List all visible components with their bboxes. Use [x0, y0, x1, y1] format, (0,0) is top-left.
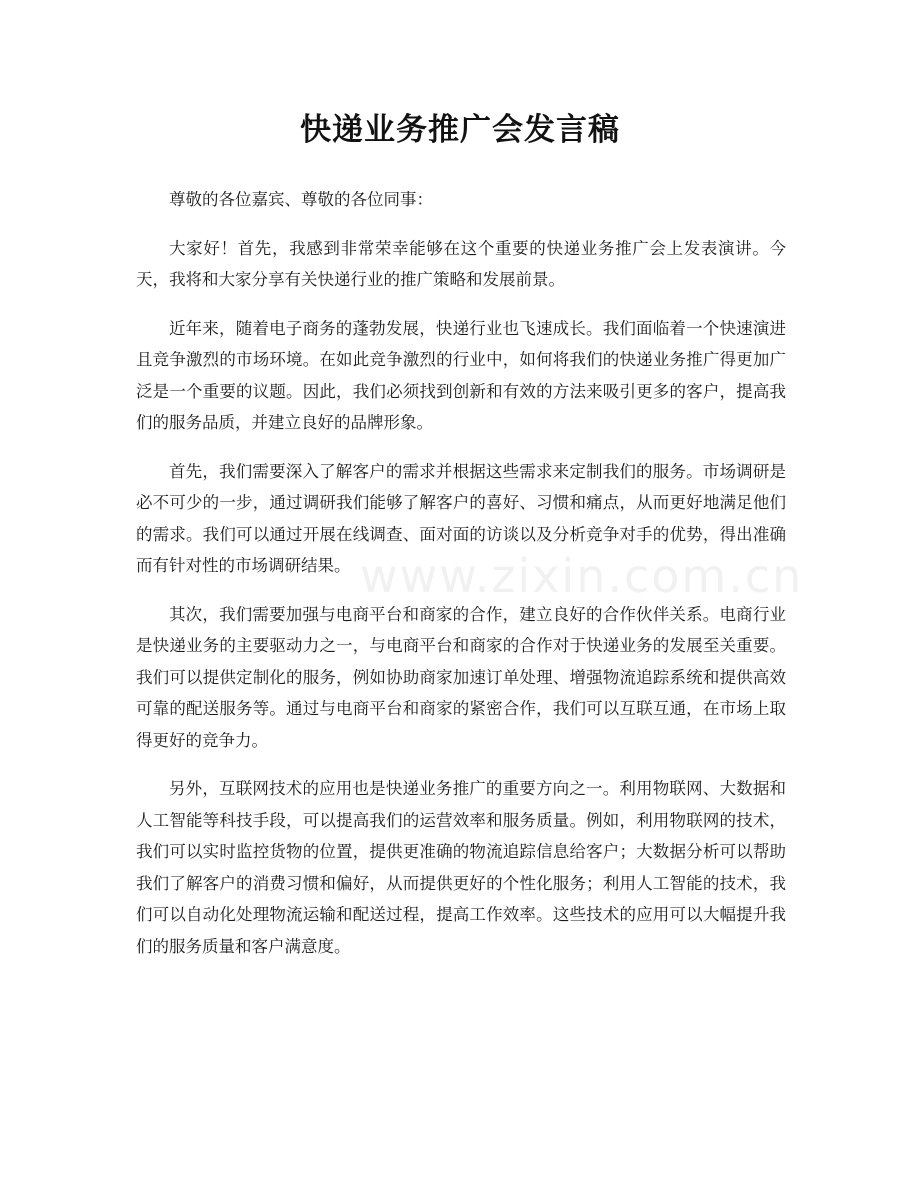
- watermark: www.zixin.com.cn: [360, 549, 804, 603]
- body-paragraph: 另外，互联网技术的应用也是快递业务推广的重要方向之一。利用物联网、大数据和人工智能等科技手段，可以提高我们的运营效率和服务质量。例如，利用物联网的技术，我们可以实时监控货物的位置，提供更准确的物流追踪信息给客户；大数据分析可以帮助我们了解客户的消费习惯和偏好，从而提供更好的个性化服务；利用人工智能的技术，我们可以自动化处理物流运输和配送过程，提高工作效率。这些技术的应用可以大幅提升我们的服务质量和客户满意度。: [136, 779, 786, 956]
- document-body: [136, 184, 786, 979]
- body-paragraph: 首先，我们需要深入了解客户的需求并根据这些需求来定制我们的服务。市场调研是必不可少的一步，通过调研我们能够了解客户的喜好、习惯和痛点，从而更好地满足他们的需求。我们可以通过开展在线调查、面对面的访谈以及分析竞争对手的优势，得出准确而有针对性的市场调研结果。: [136, 461, 786, 575]
- salutation-paragraph: 尊敬的各位嘉宾、尊敬的各位同事：: [169, 190, 433, 209]
- body-paragraph: 其次，我们需要加强与电商平台和商家的合作，建立良好的合作伙伴关系。电商行业是快递业务的主要驱动力之一，与电商平台和商家的合作对于快递业务的发展至关重要。我们可以提供定制化的服务，例如协助商家加速订单处理、增强物流追踪系统和提供高效可靠的配送服务等。通过与电商平台和商家的紧密合作，我们可以互联互通，在市场上取得更好的竞争力。: [136, 604, 786, 750]
- document-title: 快递业务推广会发言稿: [300, 112, 620, 148]
- body-paragraph: 大家好！首先，我感到非常荣幸能够在这个重要的快递业务推广会上发表演讲。今天，我将和大家分享有关快递行业的推广策略和发展前景。: [136, 238, 786, 289]
- body-paragraph: 近年来，随着电子商务的蓬勃发展，快递行业也飞速成长。我们面临着一个快速演进且竞争激烈的市场环境。在如此竞争激烈的行业中，如何将我们的快递业务推广得更加广泛是一个重要的议题。因此，我们必须找到创新和有效的方法来吸引更多的客户，提高我们的服务品质，并建立良好的品牌形象。: [136, 318, 786, 432]
